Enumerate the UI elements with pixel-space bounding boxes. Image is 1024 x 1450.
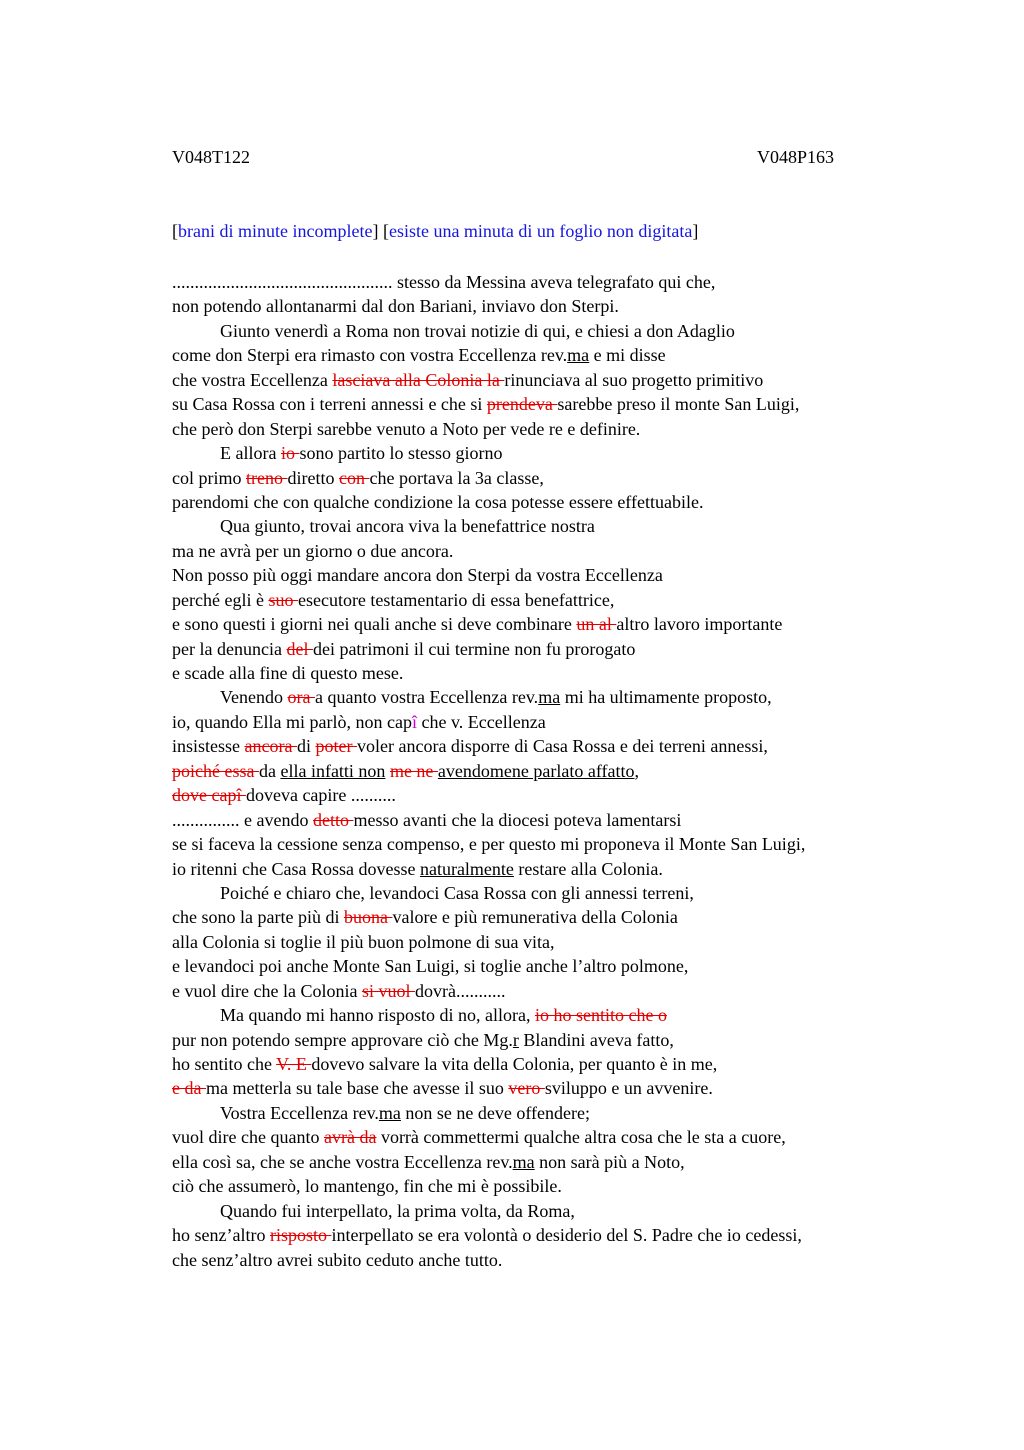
text-segment: Non posso più oggi mandare ancora don Sterpi da vostra Eccellenza — [172, 565, 663, 586]
text-segment: non sarà più a Noto, — [534, 1151, 685, 1172]
underlined-text: avendomene — [437, 760, 529, 781]
deleted-text: poter — [315, 736, 357, 757]
text-segment: Venendo — [220, 687, 288, 708]
text-segment: dovrà........... — [414, 980, 506, 1001]
text-segment: , — [634, 760, 640, 781]
text-segment: Ma quando mi hanno risposto di no, allora, — [220, 1005, 535, 1026]
text-line — [172, 514, 932, 538]
text-segment: Blandini aveva fatto, — [518, 1029, 674, 1050]
deleted-text: io ho sentito che o — [534, 1005, 667, 1026]
text-segment: che v. Eccellenza — [416, 711, 546, 732]
text-segment: Vostra Eccellenza rev. — [220, 1102, 379, 1123]
text-line — [172, 392, 932, 416]
marked-text: î — [411, 711, 417, 732]
underlined-text: ma — [538, 687, 561, 708]
text-segment: di — [296, 736, 316, 757]
text-segment: che senz’altro avrei subito ceduto anche tutto. — [172, 1249, 503, 1270]
text-line — [172, 832, 932, 856]
text-segment: sviluppo e un avvenire. — [544, 1078, 713, 1099]
text-line — [172, 294, 932, 318]
text-segment: non se ne deve offendere; — [400, 1102, 591, 1123]
deleted-text: si vuol — [361, 980, 415, 1001]
text-line — [172, 759, 932, 783]
text-segment: ciò che assumerò, lo mantengo, fin che mi è possibile. — [172, 1176, 562, 1197]
text-segment: messo avanti che la diocesi poteva lamentarsi — [353, 809, 682, 830]
text-segment: rinunciava al suo progetto primitivo — [504, 369, 764, 390]
text-segment: sarebbe preso il monte San Luigi, — [557, 394, 800, 415]
text-line — [172, 881, 932, 905]
text-line — [172, 661, 932, 685]
deleted-text: prendeva — [486, 394, 558, 415]
deleted-text: dove capî — [172, 785, 246, 806]
text-segment: che vostra Eccellenza — [172, 369, 333, 390]
text-segment: mi ha ultimamente proposto, — [560, 687, 772, 708]
text-segment: Poiché e chiaro che, levandoci Casa Rossa con gli annessi terreni, — [220, 882, 694, 903]
text-segment: ma ne avrà per un giorno o due ancora. — [172, 540, 454, 561]
text-line — [172, 1199, 932, 1223]
text-segment: pur non potendo sempre approvare ciò che Mg. — [172, 1029, 513, 1050]
text-line — [172, 588, 932, 612]
text-segment: voler ancora disporre di Casa Rossa e dei terreni annessi, — [356, 736, 768, 757]
text-segment: a quanto vostra Eccellenza rev. — [314, 687, 539, 708]
text-segment: sono partito lo stesso giorno — [299, 443, 503, 464]
text-line — [172, 905, 932, 929]
text-segment: doveva capire .......... — [245, 785, 396, 806]
deleted-text: del — [286, 638, 313, 659]
deleted-text: un al — [576, 614, 617, 635]
deleted-text: poiché essa — [172, 760, 259, 781]
text-segment: io, quando Ella mi parlò, non cap — [172, 711, 412, 732]
text-line — [172, 1248, 932, 1272]
underlined-text: r — [512, 1029, 519, 1050]
deleted-text: ancora — [244, 736, 297, 757]
text-line — [172, 1028, 932, 1052]
text-line — [172, 808, 932, 832]
text-segment: come don Sterpi era rimasto con vostra Eccellenza rev. — [172, 345, 568, 366]
editorial-note: brani di minute incomplete — [178, 221, 373, 241]
text-line — [172, 783, 932, 807]
text-line — [172, 368, 932, 392]
text-line — [172, 319, 932, 343]
text-line — [172, 930, 932, 954]
text-segment: dei patrimoni il cui termine non fu prorogato — [312, 638, 636, 659]
text-segment: col primo — [172, 467, 246, 488]
underlined-text: ella infatti non — [280, 760, 386, 781]
text-segment: valore e più remunerativa della Colonia — [392, 907, 678, 928]
deleted-text: ora — [287, 687, 315, 708]
text-segment: che però don Sterpi sarebbe venuto a Noto per vede re e definire. — [172, 418, 641, 439]
deleted-text: V. E — [276, 1054, 312, 1074]
underlined-text: ma — [512, 1151, 535, 1172]
text-segment: esecutore testamentario di essa benefattrice, — [297, 589, 615, 610]
text-segment: restare alla Colonia. — [513, 858, 663, 879]
text-line — [172, 417, 932, 441]
text-segment: Quando fui interpellato, la prima volta, da Roma, — [220, 1200, 575, 1221]
text-segment: non potendo allontanarmi dal don Bariani, inviavo don Sterpi. — [172, 296, 619, 317]
deleted-text: vero — [508, 1078, 545, 1099]
text-segment: da — [258, 760, 281, 781]
text-segment: ................................................. stesso da Messina aveva telegrafato qui che, — [172, 272, 716, 292]
text-segment: Qua giunto, trovai ancora viva la benefattrice nostra — [220, 516, 595, 537]
deleted-text: me ne — [389, 760, 438, 781]
deleted-text: treno — [246, 467, 288, 488]
underlined-text: parlato affatto — [528, 760, 635, 781]
text-line — [172, 954, 932, 978]
text-line — [172, 441, 932, 465]
text-segment: io ritenni che Casa Rossa dovesse — [172, 858, 420, 879]
underlined-text: ma — [378, 1102, 401, 1123]
text-segment: E allora — [220, 443, 281, 464]
deleted-text: detto — [312, 809, 354, 830]
text-line — [172, 490, 932, 514]
text-line — [172, 1101, 932, 1125]
text-segment: alla Colonia si toglie il più buon polmone di sua vita, — [172, 931, 555, 952]
text-segment: ho senz’altro — [172, 1225, 270, 1246]
text-segment: ella così sa, che se anche vostra Eccellenza rev. — [172, 1151, 513, 1172]
text-segment: vuol dire che quanto — [172, 1127, 324, 1148]
text-line — [172, 1052, 932, 1076]
text-line — [172, 979, 932, 1003]
text-segment: per la denuncia — [172, 638, 287, 659]
deleted-text: lasciava alla Colonia la — [332, 369, 505, 390]
text-segment: ma metterla su tale base che avesse il suo — [205, 1078, 509, 1099]
text-line — [172, 734, 932, 758]
text-segment: su Casa Rossa con i terreni annessi e che si — [172, 394, 487, 415]
deleted-text: buona — [343, 907, 393, 928]
text-line — [172, 1125, 932, 1149]
text-line — [172, 563, 932, 587]
text-segment: vorrà commettermi qualche altra cosa che le sta a cuore, — [376, 1127, 786, 1148]
text-segment: diretto — [287, 467, 339, 488]
text-segment: ............... e avendo — [172, 809, 313, 830]
letter-body — [172, 270, 932, 1272]
text-segment: e levandoci poi anche Monte San Luigi, si toglie anche l’altro polmone, — [172, 956, 689, 977]
text-segment: e sono questi i giorni nei quali anche si deve combinare — [172, 614, 577, 635]
editorial-notes: [brani di minute incomplete] [esiste una minuta di un foglio non digitata] — [172, 221, 699, 241]
text-segment: altro lavoro importante — [616, 614, 783, 635]
text-segment: e mi disse — [589, 345, 666, 366]
text-line — [172, 1223, 932, 1247]
text-line — [172, 685, 932, 709]
deleted-text: con — [338, 467, 370, 488]
text-segment: e scade alla fine di questo mese. — [172, 663, 404, 683]
text-segment: che sono la parte più di — [172, 907, 344, 928]
text-segment: se si faceva la cessione senza compenso, e per questo mi proponeva il Monte San Luigi, — [172, 834, 806, 855]
text-line — [172, 1003, 932, 1027]
deleted-text: suo — [268, 589, 298, 610]
text-line — [172, 612, 932, 636]
text-segment: insistesse — [172, 736, 245, 757]
text-line — [172, 466, 932, 490]
text-line — [172, 270, 932, 294]
text-segment: ho sentito che — [172, 1054, 277, 1074]
text-segment: e vuol dire che la Colonia — [172, 980, 362, 1001]
deleted-text: risposto — [269, 1225, 332, 1246]
text-line — [172, 539, 932, 563]
text-segment: parendomi che con qualche condizione la cosa potesse essere effettuabile. — [172, 491, 704, 512]
text-segment: Giunto venerdì a Roma non trovai notizie di qui, e chiesi a don Adaglio — [220, 320, 735, 341]
text-line — [172, 1076, 932, 1100]
underlined-text: ma — [567, 345, 590, 366]
document-code-right: V048P163 — [757, 147, 835, 167]
text-line — [172, 1150, 932, 1174]
deleted-text: io — [280, 443, 300, 464]
text-segment: che portava la 3a classe, — [369, 467, 544, 488]
text-line — [172, 637, 932, 661]
text-line — [172, 857, 932, 881]
deleted-text: avrà da — [323, 1127, 377, 1148]
editorial-note: esiste una minuta di un foglio non digitata — [388, 221, 693, 241]
text-line — [172, 710, 932, 734]
document-code-left: V048T122 — [172, 147, 250, 167]
text-line — [172, 1174, 932, 1198]
text-segment: interpellato se era volontà o desiderio del S. Padre che io cedessi, — [331, 1225, 802, 1246]
deleted-text: e da — [172, 1078, 206, 1099]
text-segment: perché egli è — [172, 589, 269, 610]
underlined-text: naturalmente — [419, 858, 514, 879]
text-line — [172, 343, 932, 367]
text-segment: dovevo salvare la vita della Colonia, per quanto è in me, — [311, 1054, 718, 1074]
